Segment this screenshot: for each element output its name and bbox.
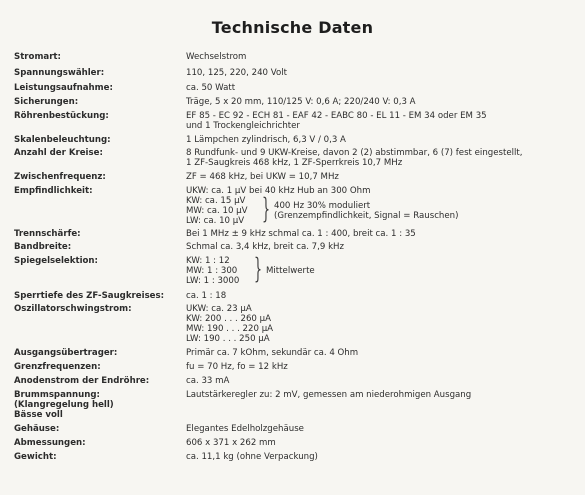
label-line: Bässe voll — [14, 410, 63, 420]
value-line: UKW: ca. 23 μA — [186, 304, 252, 314]
value-line: 606 x 371 x 262 mm — [186, 438, 276, 448]
value-line: 1 Lämpchen zylindrisch, 6,3 V / 0,3 A — [186, 135, 346, 145]
sensitivity-group — [186, 192, 578, 226]
label-spannungswaehler: Spannungswähler: — [14, 68, 105, 78]
value-line: LW: ca. 10 μV — [186, 216, 245, 226]
value-bandbreite — [186, 242, 578, 252]
label-trennschaerfe: Trennschärfe: — [14, 229, 81, 239]
brace: } — [254, 252, 263, 285]
label-empfindlichkeit: Empfindlichkeit: — [14, 186, 93, 196]
value-line: UKW: ca. 1 μV bei 40 kHz Hub an 300 Ohm — [186, 186, 371, 196]
value-line: Primär ca. 7 kOhm, sekundär ca. 4 Ohm — [186, 348, 359, 358]
value-spiegelselektion — [186, 252, 578, 286]
image-rejection-note — [266, 266, 315, 276]
label-abmessungen: Abmessungen: — [14, 438, 86, 448]
label-oszillatorstrom: Oszillatorschwingstrom: — [14, 304, 132, 314]
image-rejection-group — [186, 252, 578, 286]
value-line: MW: 1 : 300 — [186, 266, 238, 276]
value-line: KW: 200 . . . 260 μA — [186, 314, 271, 324]
value-gehaeuse — [186, 424, 578, 434]
value-line: Elegantes Edelholzgehäuse — [186, 424, 304, 434]
value-line: MW: 190 . . . 220 μA — [186, 324, 274, 334]
label-leistungsaufnahme: Leistungsaufnahme: — [14, 83, 113, 93]
value-zwischenfrequenz — [186, 172, 578, 182]
value-line: MW: ca. 10 μV — [186, 206, 248, 216]
value-line: EF 85 - EC 92 - ECH 81 - EAF 42 - EABC 80 - EL 11 - EM 34 oder EM 35 — [186, 111, 487, 121]
value-line: Schmal ca. 3,4 kHz, breit ca. 7,9 kHz — [186, 242, 345, 252]
value-gewicht — [186, 452, 578, 462]
label-line: Brummspannung: — [14, 390, 100, 400]
value-line: Mittelwerte — [266, 266, 315, 276]
value-leistungsaufnahme — [186, 83, 578, 93]
value-grenzfrequenzen — [186, 362, 578, 372]
value-line: 400 Hz 30% moduliert — [274, 201, 371, 211]
value-line: KW: ca. 15 μV — [186, 196, 246, 206]
value-line: ca. 11,1 kg (ohne Verpackung) — [186, 452, 318, 462]
label-zwischenfrequenz: Zwischenfrequenz: — [14, 172, 106, 182]
label-spiegelselektion: Spiegelselektion: — [14, 256, 98, 266]
brace: } — [262, 192, 271, 225]
value-line: LW: 190 . . . 250 μA — [186, 334, 270, 344]
label-stromart: Stromart: — [14, 52, 61, 62]
value-line: KW: 1 : 12 — [186, 256, 230, 266]
label-sicherungen: Sicherungen: — [14, 97, 79, 107]
value-line: fu = 70 Hz, fo = 12 kHz — [186, 362, 288, 372]
value-trennschaerfe — [186, 229, 578, 239]
value-line: ca. 1 : 18 — [186, 291, 227, 301]
value-line: 1 ZF-Saugkreis 468 kHz, 1 ZF-Sperrkreis 10,7 MHz — [186, 158, 403, 168]
label-gewicht: Gewicht: — [14, 452, 57, 462]
label-bandbreite: Bandbreite: — [14, 242, 72, 252]
value-roehrenbestueckung — [186, 111, 578, 131]
value-line: ZF = 468 kHz, bei UKW = 10,7 MHz — [186, 172, 339, 182]
value-stromart — [186, 52, 578, 62]
value-oszillatorstrom — [186, 304, 578, 344]
value-line: 110, 125, 220, 240 Volt — [186, 68, 287, 78]
value-line: Bei 1 MHz ± 9 kHz schmal ca. 1 : 400, breit ca. 1 : 35 — [186, 229, 416, 239]
value-kreise — [186, 148, 578, 168]
label-grenzfrequenzen: Grenzfrequenzen: — [14, 362, 101, 372]
label-brummspannung — [14, 390, 182, 420]
label-roehrenbestueckung: Röhrenbestückung: — [14, 111, 109, 121]
value-line: (Grenzempfindlichkeit, Signal = Rauschen) — [274, 211, 459, 221]
label-skalenbeleuchtung: Skalenbeleuchtung: — [14, 135, 111, 145]
value-empfindlichkeit — [186, 186, 578, 226]
value-skalenbeleuchtung — [186, 135, 578, 145]
value-sperrtiefe — [186, 291, 578, 301]
value-line: Wechselstrom — [186, 52, 247, 62]
value-line: LW: 1 : 3000 — [186, 276, 240, 286]
label-ausgangsuebertrager: Ausgangsübertrager: — [14, 348, 118, 358]
page-title: Technische Daten — [211, 18, 374, 37]
value-line: Lautstärkeregler zu: 2 mV, gemessen am niederohmigen Ausgang — [186, 390, 472, 400]
label-kreise: Anzahl der Kreise: — [14, 148, 103, 158]
sensitivity-note — [274, 201, 458, 221]
value-line: ca. 33 mA — [186, 376, 230, 386]
value-anodenstrom — [186, 376, 578, 386]
label-anodenstrom: Anodenstrom der Endröhre: — [14, 376, 150, 386]
value-line: ca. 50 Watt — [186, 83, 236, 93]
value-spannungswaehler — [186, 68, 578, 78]
value-line: und 1 Trockengleichrichter — [186, 121, 300, 131]
label-sperrtiefe: Sperrtiefe des ZF-Saugkreises: — [14, 291, 165, 301]
value-brummspannung — [186, 390, 578, 400]
value-abmessungen — [186, 438, 578, 448]
label-line: (Klangregelung hell) — [14, 400, 114, 410]
label-gehaeuse: Gehäuse: — [14, 424, 60, 434]
value-line: Träge, 5 x 20 mm, 110/125 V: 0,6 A; 220/240 V: 0,3 A — [186, 97, 416, 107]
value-line: 8 Rundfunk- und 9 UKW-Kreise, davon 2 (2) abstimmbar, 6 (7) fest eingestellt, — [186, 148, 523, 158]
value-ausgangsuebertrager — [186, 348, 578, 358]
value-sicherungen — [186, 97, 578, 107]
